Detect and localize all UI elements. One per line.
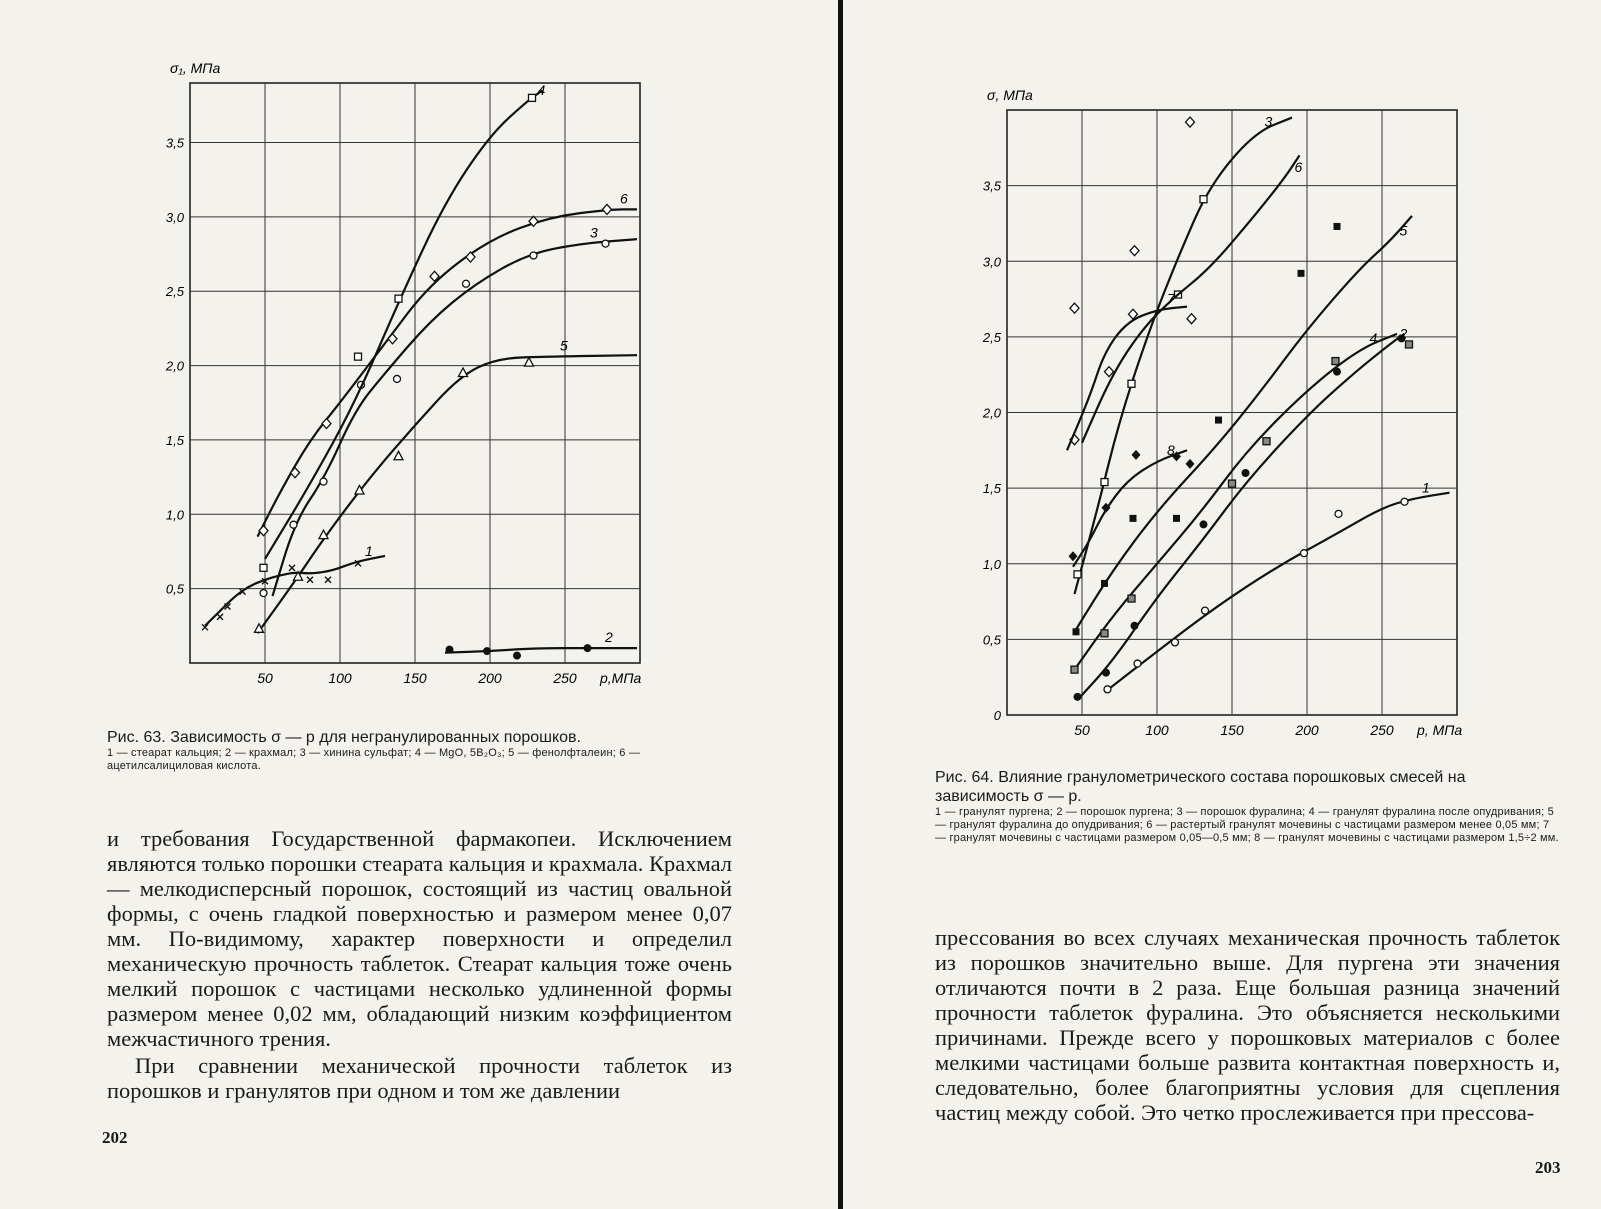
fig64-series-1-point <box>1172 639 1179 646</box>
fig64-series-1-point <box>1301 550 1308 557</box>
fig63-series-3-point <box>290 521 297 528</box>
fig64-series-8-point <box>1186 459 1195 469</box>
fig64-x-tick-label: 100 <box>1145 722 1169 738</box>
fig63-series-4-label: 4 <box>537 81 546 98</box>
fig64-series-5-point <box>1173 515 1180 522</box>
fig64-series-6-line <box>1082 155 1300 442</box>
fig64-series-5-point <box>1215 417 1222 424</box>
fig63-series-2-point <box>584 644 592 652</box>
fig63-series-2-line <box>445 648 637 652</box>
fig64-series-1-point <box>1104 686 1111 693</box>
fig64-series-2-point <box>1074 693 1082 701</box>
fig63-y-tick-label: 3,5 <box>165 135 184 151</box>
fig64-x-tick-label: 150 <box>1220 722 1244 738</box>
fig63-y-tick-label: 2,0 <box>165 358 184 374</box>
fig64-series-8-point <box>1132 450 1141 460</box>
left-body-text <box>107 826 732 1103</box>
fig64-series-1-label: 1 <box>1422 479 1430 496</box>
fig64-series-2-label: 2 <box>1399 325 1408 342</box>
fig64-y-tick-label: 0 <box>993 708 1001 723</box>
fig63-y-tick-label: 0,5 <box>165 581 184 597</box>
fig63-series-1-label: 1 <box>365 542 373 559</box>
fig63-series-4-point <box>355 353 362 360</box>
figure-64-svg <box>965 90 1525 750</box>
fig63-series-5-point <box>394 451 403 460</box>
fig64-series-2-line <box>1078 334 1405 700</box>
fig64-series-2-point <box>1200 520 1208 528</box>
fig64-series-4-point <box>1128 595 1135 602</box>
fig64-x-tick-label: 50 <box>1074 722 1090 738</box>
fig63-series-6-point <box>603 204 612 214</box>
figure-64-caption <box>935 768 1560 845</box>
fig64-series-3-label: 3 <box>1264 113 1273 130</box>
fig63-series-2-point <box>446 646 454 654</box>
fig63-series-6-point <box>322 419 331 429</box>
fig63-y-axis-label: σ₁, МПа <box>170 60 221 76</box>
right-body-text <box>935 925 1560 1125</box>
fig64-y-axis-label: σ, МПа <box>987 90 1033 103</box>
fig63-y-tick-label: 1,5 <box>165 432 184 448</box>
fig63-series-2-label: 2 <box>605 629 613 646</box>
fig63-x-tick-label: 200 <box>478 670 502 686</box>
fig64-series-1-point <box>1335 510 1342 517</box>
fig64-series-2-point <box>1131 622 1139 630</box>
fig64-series-3-point <box>1128 380 1135 387</box>
fig63-series-1-point <box>325 577 331 583</box>
fig64-series-3-line <box>1075 118 1293 594</box>
fig64-series-3-point <box>1200 196 1207 203</box>
fig64-series-8-label: 8 <box>1167 441 1175 458</box>
fig63-series-5-point <box>459 368 468 377</box>
fig64-series-1-point <box>1202 607 1209 614</box>
fig64-series-5-label: 5 <box>1399 222 1408 239</box>
fig63-series-5-label: 5 <box>560 337 568 354</box>
fig63-x-tick-label: 100 <box>328 670 352 686</box>
fig63-series-2-point <box>483 647 491 655</box>
fig64-x-tick-label: 200 <box>1295 722 1319 738</box>
fig63-series-3-point <box>530 252 537 259</box>
fig64-series-6-point <box>1186 117 1195 127</box>
fig64-series-4-label: 4 <box>1369 329 1378 346</box>
fig64-series-5-point <box>1130 515 1137 522</box>
fig64-series-4-point <box>1406 341 1413 348</box>
fig64-y-tick-label: 1,0 <box>982 556 1001 572</box>
fig64-series-7-label: 7 <box>1167 290 1175 307</box>
page-number-right: 203 <box>1535 1158 1561 1177</box>
left-paragraph-1: и требования Государственной фармакопеи. Исключением являются только порошки стеарата кальция и крахмала. Крахмал — мелкодисперсный порошок, состоящий из частиц овальной формы, с очень гладкой поверхностью и размером менее 0,07 мм. По-видимому, характер поверхности и определил механическую прочность таблеток. Стеарат кальция тоже очень мелкий порошок с частицами несколько удлиненной формы размером менее 0,02 мм, обладающий низким коэффициентом межчастичного трения. <box>107 826 732 1051</box>
fig63-series-4-point <box>529 94 536 101</box>
fig64-x-axis-label: p, МПа <box>1417 722 1463 738</box>
fig63-series-3-point <box>394 375 401 382</box>
figure-63-caption-title: Рис. 63. Зависимость σ — p для негранулированных порошков. <box>107 729 581 746</box>
fig63-series-3-point <box>602 240 609 247</box>
fig63-x-tick-label: 250 <box>553 670 577 686</box>
fig64-series-5-point <box>1073 628 1080 635</box>
figure-64-caption-legend: 1 — гранулят пургена; 2 — порошок пургена; 3 — порошок фуралина; 4 — гранулят фуралина после опудривания; 5 — гранулят фуралина до опудривания; 6 — растертый гранулят мочевины с частицами размером менее 0,05 мм; 7 — гранулят мочевины с частицами размером 0,05—0,5 мм; 8 — гранулят мочевины с частицами размером 1,5÷2 мм. <box>935 806 1559 844</box>
fig63-series-6-point <box>291 468 300 478</box>
fig64-series-8-point <box>1069 551 1078 561</box>
fig64-y-tick-label: 1,5 <box>982 481 1001 497</box>
fig64-series-2-point <box>1242 469 1250 477</box>
fig64-y-tick-label: 0,5 <box>982 632 1001 648</box>
fig64-y-tick-label: 2,0 <box>982 405 1001 421</box>
fig64-series-4-point <box>1071 666 1078 673</box>
fig63-y-tick-label: 3,0 <box>165 209 184 225</box>
fig63-series-1-line <box>205 556 385 626</box>
figure-63-svg <box>150 55 680 705</box>
figure-63-caption-legend: 1 — стеарат кальция; 2 — крахмал; 3 — хинина сульфат; 4 — MgO, 5B₂O₃; 5 — фенолфталеин; 6 — ацетилсалициловая кислота. <box>107 747 641 772</box>
fig63-series-6-point <box>466 252 475 262</box>
fig64-series-4-point <box>1101 630 1108 637</box>
fig63-series-6-label: 6 <box>620 190 628 207</box>
fig64-series-4-point <box>1263 438 1270 445</box>
fig63-series-4-point <box>395 295 402 302</box>
fig64-series-2-point <box>1102 669 1110 677</box>
left-paragraph-2: При сравнении механической прочности таблеток из порошков и гранулятов при одном и том же давлении <box>107 1053 732 1103</box>
fig63-series-3-point <box>260 590 267 597</box>
fig63-series-5-point <box>525 358 534 367</box>
fig63-series-4-line <box>265 90 543 558</box>
fig63-series-1-point <box>217 614 223 620</box>
fig64-y-tick-label: 3,5 <box>982 178 1001 194</box>
fig64-series-5-line <box>1075 216 1413 632</box>
fig64-series-6-point <box>1130 246 1139 256</box>
fig63-y-tick-label: 1,0 <box>165 507 184 523</box>
fig63-series-3-point <box>320 478 327 485</box>
book-gutter <box>838 0 843 1209</box>
fig64-series-3-point <box>1101 479 1108 486</box>
fig63-series-6-point <box>388 334 397 344</box>
fig63-x-tick-label: 150 <box>403 670 427 686</box>
fig64-series-4-line <box>1075 334 1398 670</box>
right-paragraph-1: прессования во всех случаях механическая прочность таблеток из порошков значительно выше. Для пургена эти значения отличаются почти в 2 раза. Еще большая разница значений прочности таблеток фуралина. Это объясняется несколькими причинами. Прежде всего у порошковых материалов с более мелкими частицами больше развита контактная поверхность и, следовательно, более благоприятны условия для сцепления частиц между собой. Это четко прослеживается при прессова- <box>935 925 1560 1125</box>
fig63-series-3-label: 3 <box>590 224 598 241</box>
fig63-series-3-point <box>463 280 470 287</box>
fig64-series-6-point <box>1070 303 1079 313</box>
fig63-series-1-point <box>307 577 313 583</box>
fig64-y-tick-label: 3,0 <box>982 254 1001 270</box>
fig64-series-6-point <box>1187 314 1196 324</box>
fig64-series-5-point <box>1101 580 1108 587</box>
fig63-series-6-line <box>258 209 638 536</box>
fig63-x-axis-label: p,МПа <box>600 670 642 686</box>
fig63-series-4-point <box>260 564 267 571</box>
fig64-x-tick-label: 250 <box>1370 722 1394 738</box>
figure-64-chart <box>965 90 1525 750</box>
fig63-series-6-point <box>259 526 268 536</box>
fig64-series-4-point <box>1332 358 1339 365</box>
fig64-series-5-point <box>1298 270 1305 277</box>
fig63-series-2-point <box>513 652 521 660</box>
fig64-series-1-point <box>1134 660 1141 667</box>
fig64-series-4-point <box>1229 480 1236 487</box>
fig63-x-tick-label: 50 <box>257 670 273 686</box>
fig64-series-1-line <box>1105 493 1450 693</box>
page-number-left: 202 <box>102 1128 128 1147</box>
fig64-series-1-point <box>1401 498 1408 505</box>
fig63-series-1-point <box>289 565 295 571</box>
fig63-y-tick-label: 2,5 <box>165 284 184 300</box>
fig64-series-5-point <box>1334 223 1341 230</box>
figure-63-chart <box>150 55 680 705</box>
fig64-series-6-label: 6 <box>1294 159 1303 176</box>
figure-63-caption <box>107 728 737 773</box>
fig64-y-tick-label: 2,5 <box>982 329 1001 345</box>
figure-64-caption-title: Рис. 64. Влияние гранулометрического состава порошковых смесей на зависимость σ — p. <box>935 769 1466 805</box>
fig64-series-7-line <box>1067 307 1187 451</box>
fig64-series-3-point <box>1074 571 1081 578</box>
